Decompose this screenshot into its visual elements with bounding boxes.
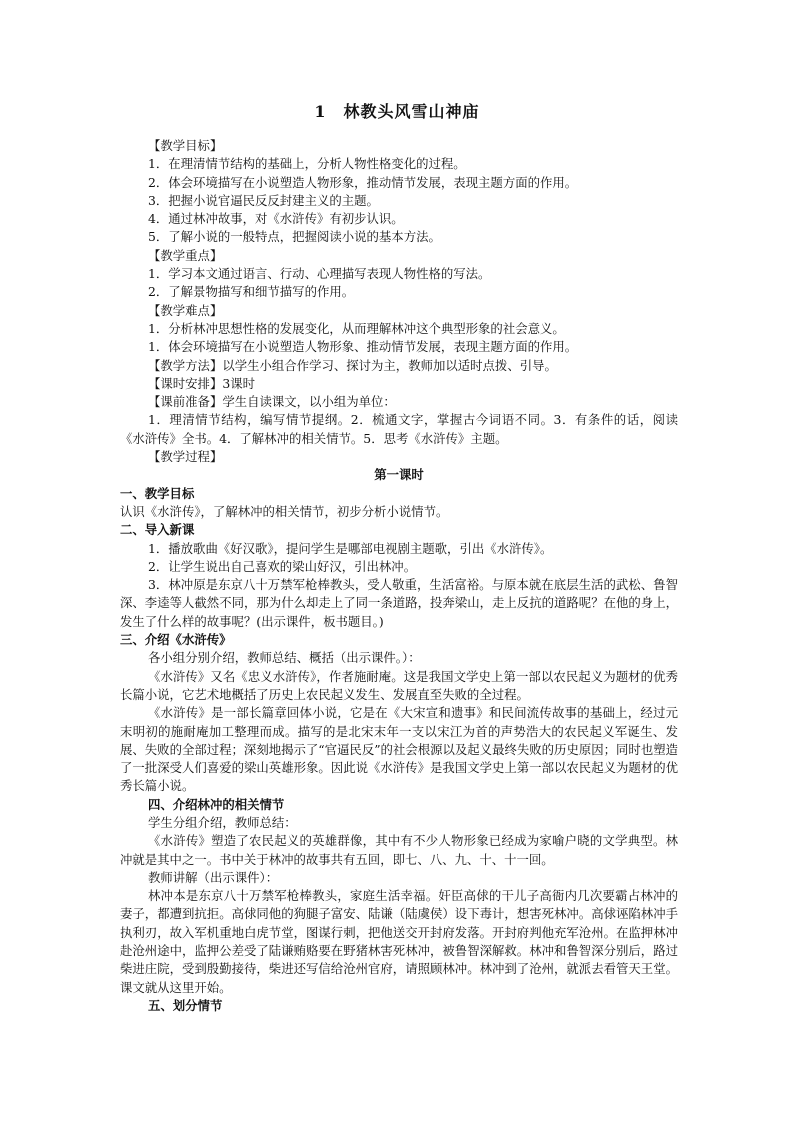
objective-item: 4．通过林冲故事，对《水浒传》有初步认识。 bbox=[148, 211, 404, 227]
paragraph-intro: 教师讲解（出示课件）： bbox=[148, 869, 279, 885]
paragraph: 《水浒传》是一部长篇章回体小说，它是在《大宋宣和遗事》和民间流传故事的基础上，经过元末明初的施耐庵加工整理而成。描写的是北宋末年一支以宋江为首的声势浩大的农民起义军诞生、发展、失败的全部过程；深刻地揭示了“官逼民反”的社会根源以及起义最终失败的历史原因；同时也塑造了一批深受人们喜爱的梁山英雄形象。因此说《水浒传》是我国文学史上第一部以农民起义为题材的优秀长篇小说。 bbox=[120, 705, 678, 794]
objective-item: 1．在理清情节结构的基础上，分析人物性格变化的过程。 bbox=[148, 156, 466, 172]
pre-class-preparation: 【课前准备】学生自读课文，以小组为单位： bbox=[148, 394, 396, 410]
objective-item: 5．了解小说的一般特点，把握阅读小说的基本方法。 bbox=[148, 229, 441, 245]
preparation-detail: 1．理清情节结构，编写情节提纲。2．梳通文字，掌握古今词语不同。3．有条件的话，阅读《水浒传》全书。4．了解林冲的相关情节。5．思考《水浒传》主题。 bbox=[120, 412, 678, 446]
objective-item: 2．体会环境描写在小说塑造人物形象，推动情节发展，表现主题方面的作用。 bbox=[148, 174, 578, 190]
lesson-heading: 第一课时 bbox=[374, 467, 424, 483]
paragraph: 《水浒传》塑造了农民起义的英雄群像，其中有不少人物形象已经成为家喻户晓的文学典型。林冲就是其中之一。书中关于林冲的故事共有五回，即七、八、九、十、十一回。 bbox=[120, 833, 678, 867]
part-body: 认识《水浒传》，了解林冲的相关情节，初步分析小说情节。 bbox=[120, 503, 449, 519]
section-heading-key-points: 【教学重点】 bbox=[148, 247, 223, 263]
key-point-item: 1．学习本文通过语言、行动、心理描写表现人物性格的写法。 bbox=[148, 266, 491, 282]
section-heading-objectives: 【教学目标】 bbox=[148, 138, 223, 153]
difficulty-item: 1．体会环境描写在小说塑造人物形象、推动情节发展，表现主题方面的作用。 bbox=[148, 339, 578, 355]
key-point-item: 2．了解景物描写和细节描写的作用。 bbox=[148, 284, 355, 300]
list-item: 2．让学生说出自己喜欢的梁山好汉，引出林冲。 bbox=[148, 558, 417, 574]
document-body bbox=[120, 137, 678, 1015]
part-heading: 四、介绍林冲的相关情节 bbox=[148, 796, 285, 812]
part-heading: 五、划分情节 bbox=[148, 997, 223, 1013]
list-item: 1．播放歌曲《好汉歌》，提问学生是哪部电视剧主题歌，引出《水浒传》。 bbox=[148, 540, 553, 556]
page-title: 1 林教头风雪山神庙 bbox=[314, 102, 480, 121]
paragraph: 《水浒传》又名《忠义水浒传》，作者施耐庵。这是我国文学史上第一部以农民起义为题材的优秀长篇小说，它艺术地概括了历史上农民起义发生、发展直至失败的全过程。 bbox=[120, 668, 678, 702]
paragraph: 林冲本是东京八十万禁军枪棒教头，家庭生活幸福。奸臣高俅的干儿子高衙内几次要霸占林冲的妻子，都遭到抗拒。高俅同他的狗腿子富安、陆谦（陆虞侯）设下毒计，想害死林冲。高俅诬陷林冲手执利刃，故入军机重地白虎节堂，图谋行刺，把他送交开封府发落。开封府判他充军沧州。在监押林冲赴沧州途中，监押公差受了陆谦贿赂要在野猪林害死林冲，被鲁智深解救。林冲和鲁智深分别后，路过柴进庄院，受到殷勤接待，柴进还写信给沧州官府，请照顾林冲。林冲到了沧州，就派去看管天王堂。课文就从这里开始。 bbox=[120, 888, 678, 995]
part-heading: 三、介绍《水浒传》 bbox=[120, 632, 232, 648]
paragraph: 3．林冲原是东京八十万禁军枪棒教头，受人敬重，生活富裕。与原本就在底层生活的武松、鲁智深、李逵等人截然不同，那为什么却走上了同一条道路，投奔梁山，走上反抗的道路呢？在他的身上，发生了什么样的故事呢？(出示课件，板书题目。) bbox=[120, 577, 678, 629]
part-heading: 一、教学目标 bbox=[120, 485, 195, 501]
class-schedule: 【课时安排】3课时 bbox=[148, 375, 256, 391]
section-heading-process: 【教学过程】 bbox=[148, 449, 223, 465]
section-heading-difficulties: 【教学难点】 bbox=[148, 302, 223, 318]
paragraph-intro: 各小组分别介绍，教师总结、概括（出示课件。）： bbox=[148, 650, 421, 666]
teaching-method: 【教学方法】以学生小组合作学习、探讨为主，教师加以适时点拨、引导。 bbox=[148, 357, 557, 373]
objective-item: 3．把握小说官逼民反反封建主义的主题。 bbox=[148, 192, 379, 208]
part-heading: 二、导入新课 bbox=[120, 522, 195, 538]
paragraph-intro: 学生分组介绍，教师总结： bbox=[148, 814, 297, 830]
difficulty-item: 1．分析林冲思想性格的发展变化，从而理解林冲这个典型形象的社会意义。 bbox=[148, 320, 565, 336]
